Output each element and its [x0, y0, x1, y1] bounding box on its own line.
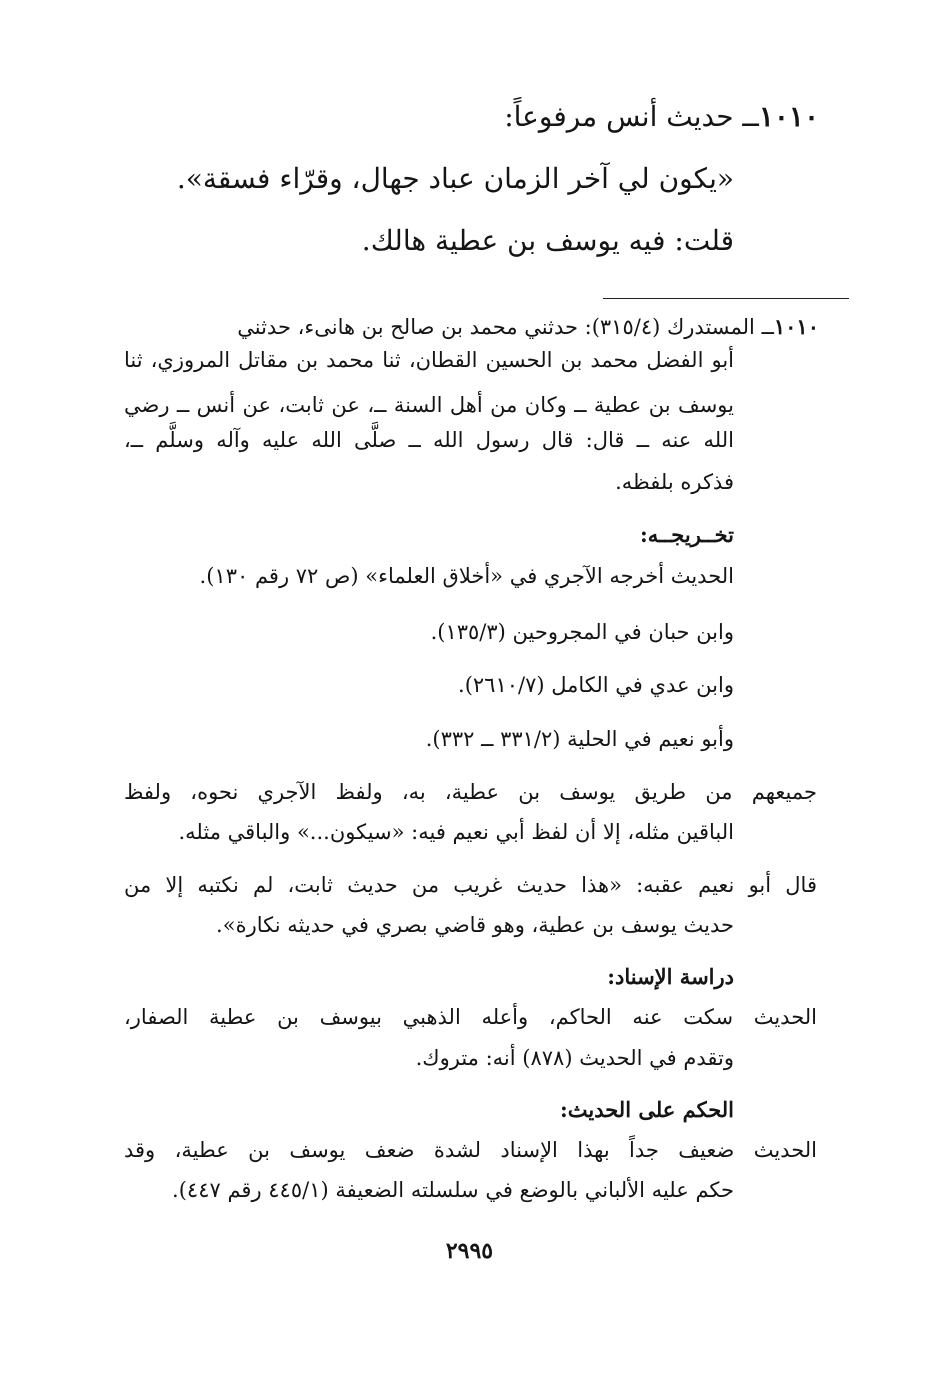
footnote-line: فذكره بلفظه.	[615, 470, 734, 494]
footnote-line: أبو الفضل محمد بن الحسين القطان، ثنا محمد بن مقاتل المروزي، ثنا	[124, 348, 734, 372]
takhrij-item: وابن حبان في المجروحين (١٣٥/٣).	[430, 620, 734, 644]
takhrij-heading: تخــريجــه:	[639, 522, 734, 547]
hukm-line: حكم عليه الألباني بالوضع في سلسلته الضعيفة (٤٤٥/١ رقم ٤٤٧).	[172, 1178, 734, 1202]
hadith-text: «يكون لي آخر الزمان عباد جهال، وقرّاء فسقة».	[176, 162, 734, 195]
footnote-line-text: ــ المستدرك (٣١٥/٤): حدثني محمد بن صالح بن هانىء، حدثني	[237, 315, 774, 339]
hadith-heading	[504, 100, 819, 134]
abu-nuaym-line: حديث يوسف بن عطية، وهو قاضي بصري في حديثه نكارة».	[216, 913, 734, 937]
hadith-number: ١٠١٠	[758, 100, 819, 133]
isnad-line: الحديث سكت عنه الحاكم، وأعله الذهبي بيوسف بن عطية الصفار،	[124, 1005, 817, 1029]
isnad-heading: دراسة الإسناد:	[607, 964, 734, 989]
footnote-line	[119, 314, 819, 340]
takhrij-summary-line: الباقين مثله، إلا أن لفظ أبي نعيم فيه: «سيكون...» والباقي مثله.	[178, 820, 734, 844]
abu-nuaym-line: قال أبو نعيم عقبه: «هذا حديث غريب من حديث ثابت، لم نكتبه إلا من	[124, 873, 817, 897]
takhrij-item: الحديث أخرجه الآجري في «أخلاق العلماء» (ص ٧٢ رقم ١٣٠).	[199, 564, 734, 588]
footnote-line: الله عنه ــ قال: قال رسول الله ــ صلَّى الله عليه وآله وسلَّم ــ،	[124, 428, 734, 452]
footnote-number: ١٠١٠	[773, 314, 819, 339]
takhrij-item: وابن عدي في الكامل (٢٦١٠/٧).	[458, 673, 734, 697]
hadith-intro: ــ حديث أنس مرفوعاً:	[504, 100, 759, 133]
footnote-separator	[603, 298, 849, 299]
hukm-line: الحديث ضعيف جداً بهذا الإسناد لشدة ضعف يوسف بن عطية، وقد	[124, 1138, 817, 1162]
page-number: ٢٩٩٥	[445, 1238, 494, 1264]
hukm-heading: الحكم على الحديث:	[560, 1097, 734, 1122]
takhrij-item: وأبو نعيم في الحلية (٣٣١/٢ ــ ٣٣٢).	[425, 727, 734, 751]
footnote-line: يوسف بن عطية ــ وكان من أهل السنة ــ، عن ثابت، عن أنس ــ رضي	[124, 393, 734, 417]
hadith-comment: قلت: فيه يوسف بن عطية هالك.	[361, 224, 734, 257]
isnad-line: وتقدم في الحديث (٨٧٨) أنه: متروك.	[415, 1046, 734, 1070]
takhrij-summary-line: جميعهم من طريق يوسف بن عطية، به، ولفظ الآجري نحوه، ولفظ	[124, 780, 817, 804]
